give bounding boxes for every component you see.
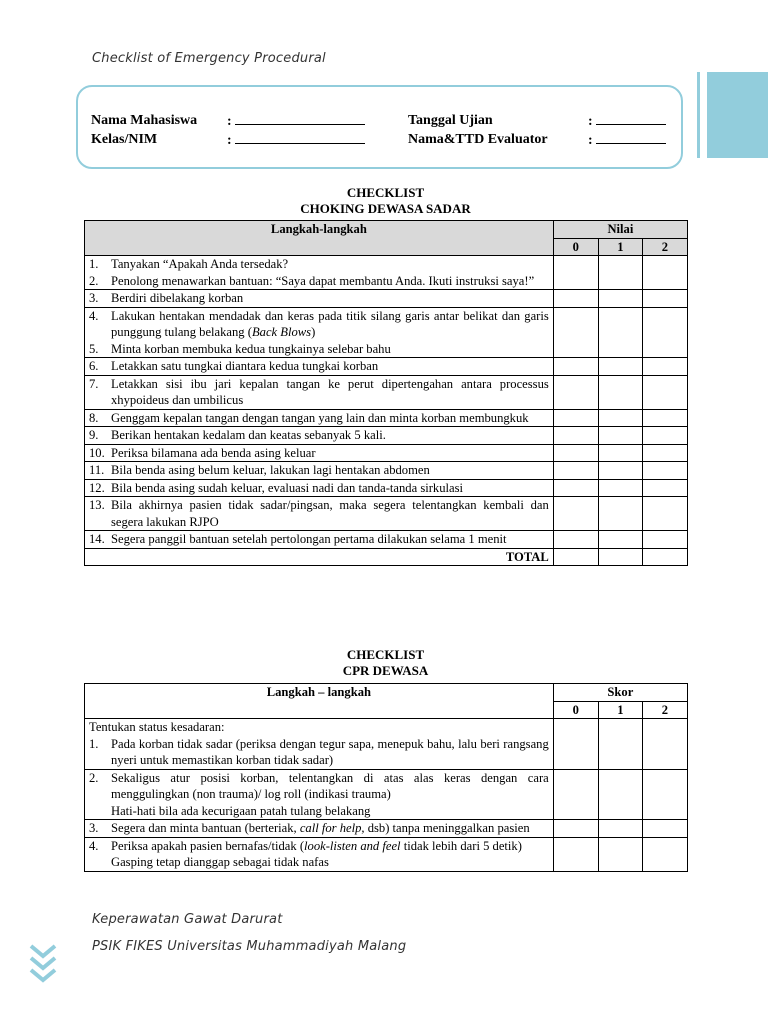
step-item <box>89 410 549 427</box>
step-number: 12. <box>89 480 105 495</box>
score-cell[interactable] <box>642 497 687 531</box>
side-accent-tab <box>707 72 768 158</box>
document-header-title: Checklist of Emergency Procedural <box>92 51 326 66</box>
score-cell[interactable] <box>642 409 687 427</box>
step-item <box>89 427 549 444</box>
step-cell <box>85 769 554 820</box>
step-cell <box>85 719 554 770</box>
step-cell <box>85 375 554 409</box>
cpr-score-header: Skor <box>553 684 687 702</box>
score-cell[interactable] <box>598 769 642 820</box>
score-cell[interactable] <box>553 769 598 820</box>
score-cell[interactable] <box>598 837 642 871</box>
table-row <box>85 307 688 358</box>
footer-department: Keperawatan Gawat Darurat <box>92 912 283 927</box>
score-cell[interactable] <box>642 548 687 566</box>
step-item <box>89 838 549 871</box>
exam-date-field[interactable]: : <box>588 113 666 130</box>
score-cell[interactable] <box>598 820 642 838</box>
step-item <box>89 736 549 769</box>
score-cell[interactable] <box>553 837 598 871</box>
table-row <box>85 462 688 480</box>
table-row <box>85 769 688 820</box>
step-number: 2. <box>89 273 99 288</box>
step-item <box>89 358 549 375</box>
score-cell[interactable] <box>598 358 642 376</box>
step-text: Berikan hentakan kedalam dan keatas sebanyak 5 kali. <box>111 428 386 442</box>
step-number: 5. <box>89 341 99 356</box>
cpr-steps-header: Langkah – langkah <box>85 684 554 719</box>
step-text: Letakkan satu tungkai diantara kedua tungkai korban <box>111 359 379 373</box>
table-row <box>85 820 688 838</box>
choking-score-2: 2 <box>642 238 687 256</box>
step-number: 10. <box>89 445 105 460</box>
student-name-label: Nama Mahasiswa <box>91 113 198 128</box>
score-cell[interactable] <box>642 290 687 308</box>
step-cell <box>85 358 554 376</box>
evaluator-field[interactable]: : <box>588 132 666 149</box>
cpr-intro: Tentukan status kesadaran: <box>89 720 225 734</box>
step-cell <box>85 837 554 871</box>
score-cell[interactable] <box>598 462 642 480</box>
score-cell[interactable] <box>598 427 642 445</box>
step-text: Bila benda asing sudah keluar, evaluasi nadi dan tanda-tanda sirkulasi <box>111 480 464 495</box>
step-item <box>89 462 549 479</box>
chevron-down-icon <box>28 942 58 992</box>
step-text: Periksa apakah pasien bernafas/tidak (look-listen and feel tidak lebih dari 5 detik) Gasping tetap dianggap sebagai tidak nafas <box>111 838 549 871</box>
step-cell <box>85 444 554 462</box>
score-cell[interactable] <box>642 256 687 290</box>
score-cell[interactable] <box>598 479 642 497</box>
score-cell[interactable] <box>642 375 687 409</box>
step-number: 3. <box>89 291 99 305</box>
score-cell[interactable] <box>642 837 687 871</box>
score-cell[interactable] <box>642 719 687 770</box>
step-number: 7. <box>89 376 99 391</box>
cpr-score-1: 1 <box>598 701 642 719</box>
score-cell[interactable] <box>598 531 642 549</box>
step-item <box>89 480 549 497</box>
step-text: Periksa bilamana ada benda asing keluar <box>111 445 316 460</box>
score-cell[interactable] <box>642 444 687 462</box>
step-text: Bila akhirnya pasien tidak sadar/pingsan, maka segera telentangkan kembali dan segera lakukan RJPO <box>111 498 549 529</box>
table-row <box>85 256 688 290</box>
step-cell <box>85 479 554 497</box>
step-cell <box>85 462 554 480</box>
total-label: TOTAL <box>85 548 554 566</box>
step-item <box>89 497 549 530</box>
step-item <box>89 531 549 548</box>
class-nim-field[interactable]: : <box>227 132 365 149</box>
table-row <box>85 427 688 445</box>
exam-date-label: Tanggal Ujian <box>408 113 493 128</box>
score-cell[interactable] <box>642 462 687 480</box>
step-number: 11. <box>89 463 105 477</box>
choking-checklist-title: CHECKLIST CHOKING DEWASA SADAR <box>300 185 471 216</box>
step-cell <box>85 427 554 445</box>
choking-score-0: 0 <box>553 238 598 256</box>
step-number: 14. <box>89 532 105 546</box>
step-item <box>89 376 549 409</box>
score-cell[interactable] <box>553 427 598 445</box>
score-cell[interactable] <box>598 375 642 409</box>
step-cell <box>85 307 554 358</box>
step-text: Genggam kepalan tangan dengan tangan yang lain dan minta korban membungkuk <box>111 410 529 425</box>
score-cell[interactable] <box>598 719 642 770</box>
step-item <box>89 308 549 341</box>
step-emphasis: Back Blows <box>251 325 312 339</box>
choking-score-header: Nilai <box>553 221 687 239</box>
step-text: Segera dan minta bantuan (berteriak, call for help, dsb) tanpa meninggalkan pasien <box>111 821 530 835</box>
score-cell[interactable] <box>553 548 598 566</box>
step-text: Berdiri dibelakang korban <box>111 291 244 305</box>
score-cell[interactable] <box>598 409 642 427</box>
table-row <box>85 375 688 409</box>
step-text: Pada korban tidak sadar (periksa dengan tegur sapa, menepuk bahu, lalu beri rangsang nyeri untuk memastikan korban tidak sadar) <box>111 736 549 767</box>
score-cell[interactable] <box>553 307 598 358</box>
score-cell[interactable] <box>642 820 687 838</box>
cpr-score-0: 0 <box>553 701 598 719</box>
student-info-box <box>76 85 683 169</box>
score-cell[interactable] <box>553 479 598 497</box>
step-number: 6. <box>89 359 99 373</box>
class-nim-label: Kelas/NIM <box>91 132 158 147</box>
step-number: 9. <box>89 428 99 442</box>
step-number: 3. <box>89 821 99 835</box>
cpr-checklist-title: CHECKLIST CPR DEWASA <box>342 647 429 678</box>
step-number: 8. <box>89 410 99 425</box>
step-number: 1. <box>89 257 99 271</box>
score-cell[interactable] <box>553 375 598 409</box>
table-row <box>85 479 688 497</box>
score-cell[interactable] <box>553 497 598 531</box>
step-item <box>89 820 549 837</box>
cpr-checklist-table <box>84 683 688 872</box>
step-text: Penolong menawarkan bantuan: “Saya dapat membantu Anda. Ikuti instruksi saya!” <box>111 273 535 288</box>
step-text: Bila benda asing belum keluar, lakukan lagi hentakan abdomen <box>111 463 430 477</box>
choking-checklist-table <box>84 220 688 566</box>
step-item <box>89 341 549 358</box>
score-cell[interactable] <box>553 719 598 770</box>
step-text: Sekaligus atur posisi korban, telentangkan di atas alas keras dengan cara menggulingkan (non trauma)/ log roll (indikasi trauma) Hati-hati bila ada kecurigaan patah tulang belakang <box>111 770 549 818</box>
step-note: Gasping tetap dianggap sebagai tidak nafas <box>111 855 329 869</box>
step-number: 2. <box>89 770 99 785</box>
step-cell <box>85 497 554 531</box>
score-cell[interactable] <box>642 479 687 497</box>
score-cell[interactable] <box>553 531 598 549</box>
score-cell[interactable] <box>553 290 598 308</box>
step-number: 13. <box>89 498 105 512</box>
score-cell[interactable] <box>598 497 642 531</box>
score-cell[interactable] <box>642 531 687 549</box>
step-note: Hati-hati bila ada kecurigaan patah tulang belakang <box>111 803 371 818</box>
step-item <box>89 770 549 820</box>
score-cell[interactable] <box>553 358 598 376</box>
step-item <box>89 445 549 462</box>
step-emphasis: look-listen and feel <box>304 838 401 853</box>
step-item <box>89 256 549 273</box>
step-item <box>89 290 549 307</box>
step-cell <box>85 409 554 427</box>
step-cell <box>85 290 554 308</box>
step-number: 4. <box>89 838 99 853</box>
table-row <box>85 531 688 549</box>
table-row <box>85 444 688 462</box>
score-cell[interactable] <box>642 427 687 445</box>
footer-institution: PSIK FIKES Universitas Muhammadiyah Malang <box>92 939 407 954</box>
table-row <box>85 837 688 871</box>
score-cell[interactable] <box>642 769 687 820</box>
step-number: 4. <box>89 308 99 323</box>
score-cell[interactable] <box>553 462 598 480</box>
table-row <box>85 719 688 770</box>
step-text: Tanyakan “Apakah Anda tersedak? <box>111 257 289 271</box>
step-emphasis: call for help, <box>299 821 365 835</box>
choking-score-1: 1 <box>598 238 642 256</box>
score-cell[interactable] <box>598 444 642 462</box>
student-name-field[interactable]: : <box>227 113 365 130</box>
score-cell[interactable] <box>553 256 598 290</box>
choking-steps-header: Langkah-langkah <box>85 221 554 256</box>
table-row <box>85 290 688 308</box>
step-text: Segera panggil bantuan setelah pertolongan pertama dilakukan selama 1 menit <box>111 532 507 546</box>
evaluator-label: Nama&TTD Evaluator <box>408 132 548 147</box>
step-text: Letakkan sisi ibu jari kepalan tangan ke perut dipertengahan antara processus xhypoideus dan umbilicus <box>111 376 549 407</box>
score-cell[interactable] <box>553 820 598 838</box>
score-cell[interactable] <box>553 444 598 462</box>
step-text: Minta korban membuka kedua tungkainya selebar bahu <box>111 341 391 356</box>
score-cell[interactable] <box>598 256 642 290</box>
score-cell[interactable] <box>598 307 642 358</box>
step-cell <box>85 256 554 290</box>
step-item <box>89 273 549 290</box>
score-cell[interactable] <box>553 409 598 427</box>
score-cell[interactable] <box>642 358 687 376</box>
table-row <box>85 358 688 376</box>
step-cell <box>85 531 554 549</box>
cpr-score-2: 2 <box>642 701 687 719</box>
score-cell[interactable] <box>642 307 687 358</box>
step-number: 1. <box>89 736 99 751</box>
side-accent-line <box>697 72 700 158</box>
score-cell[interactable] <box>598 548 642 566</box>
score-cell[interactable] <box>598 290 642 308</box>
step-text: Lakukan hentakan mendadak dan keras pada titik silang garis antar belikat dan garis punggung tulang belakang (Back Blows) <box>111 308 549 339</box>
table-row <box>85 497 688 531</box>
total-row <box>85 548 688 566</box>
table-row <box>85 409 688 427</box>
step-cell <box>85 820 554 838</box>
